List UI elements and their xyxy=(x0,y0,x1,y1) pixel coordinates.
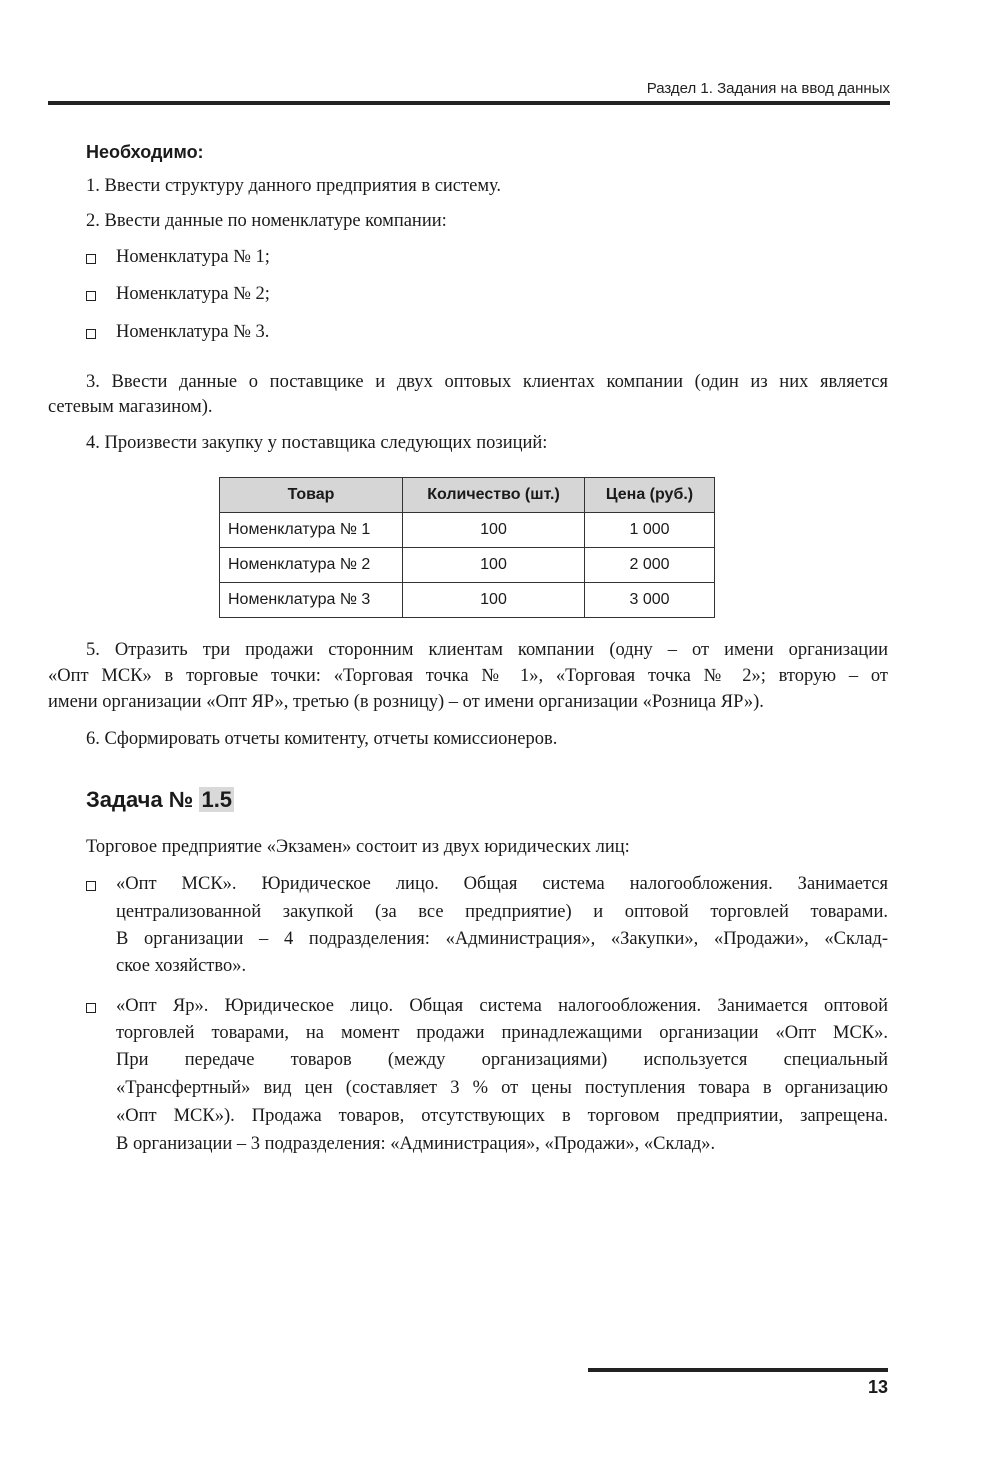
entity-opt-msk xyxy=(116,874,888,984)
checkbox-bullet-icon xyxy=(86,329,96,339)
step-5 xyxy=(48,640,888,720)
step-6: 6. Сформировать отчеты комитенту, отчеты комиссионеров. xyxy=(86,729,558,749)
nomenclature-item: Номенклатура № 1; xyxy=(116,247,270,267)
task-intro: Торговое предприятие «Экзамен» состоит из двух юридических лиц: xyxy=(86,837,630,857)
table-row xyxy=(220,583,715,618)
nomenclature-item: Номенклатура № 3. xyxy=(116,322,270,342)
step-2: 2. Ввести данные по номенклатуре компании: xyxy=(86,211,447,231)
step-1: 1. Ввести структуру данного предприятия в систему. xyxy=(86,176,502,196)
text-line: имени организации «Опт ЯР», третью (в розницу) – от имени организации «Розница ЯР»). xyxy=(48,692,764,712)
cell-quantity: 100 xyxy=(403,583,585,618)
checkbox-bullet-icon xyxy=(86,291,96,301)
entity-opt-yar xyxy=(116,996,888,1166)
checkbox-bullet-icon xyxy=(86,881,96,891)
text-line: торговлей товарами, на момент продажи принадлежащими организации «Опт МСК». xyxy=(116,1023,888,1043)
nomenclature-item: Номенклатура № 2; xyxy=(116,284,270,304)
text-line: «Трансфертный» вид цен (составляет 3 % от цены поступления товара в организацию xyxy=(116,1078,888,1098)
task-heading xyxy=(86,787,234,813)
purchase-table xyxy=(219,477,715,618)
text-line: «Опт МСК»). Продажа товаров, отсутствующих в торговом предприятии, запрещена. xyxy=(116,1106,888,1126)
text-line: При передаче товаров (между организациями) используется специальный xyxy=(116,1050,888,1070)
required-heading: Необходимо: xyxy=(86,142,204,162)
task-number: 1.5 xyxy=(201,787,233,812)
column-header: Товар xyxy=(220,478,403,513)
table-header-row xyxy=(220,478,715,513)
text-line: сетевым магазином). xyxy=(48,397,213,417)
checkbox-bullet-icon xyxy=(86,254,96,264)
footer-rule xyxy=(588,1368,888,1372)
page-number: 13 xyxy=(867,1377,888,1397)
table-row xyxy=(220,548,715,583)
cell-item: Номенклатура № 2 xyxy=(220,548,403,583)
task-heading-prefix: Задача № xyxy=(86,787,194,812)
cell-price: 3 000 xyxy=(585,583,715,618)
step-4: 4. Произвести закупку у поставщика следующих позиций: xyxy=(86,433,548,453)
column-header: Цена (руб.) xyxy=(585,478,715,513)
column-header: Количество (шт.) xyxy=(403,478,585,513)
cell-quantity: 100 xyxy=(403,548,585,583)
text-line: «Опт МСК». Юридическое лицо. Общая система налогообложения. Занимается xyxy=(116,874,888,894)
header-rule xyxy=(48,101,890,105)
text-line: 3. Ввести данные о поставщике и двух оптовых клиентах компании (один из них является xyxy=(86,372,888,392)
step-3 xyxy=(48,372,888,424)
running-header: Раздел 1. Задания на ввод данных xyxy=(646,80,890,97)
cell-quantity: 100 xyxy=(403,513,585,548)
table-row xyxy=(220,513,715,548)
checkbox-bullet-icon xyxy=(86,1003,96,1013)
text-line: В организации – 4 подразделения: «Администрация», «Закупки», «Продажи», «Склад- xyxy=(116,929,888,949)
cell-price: 2 000 xyxy=(585,548,715,583)
text-line: централизованной закупкой (за все предприятие) и оптовой торговлей товарами. xyxy=(116,902,888,922)
cell-item: Номенклатура № 3 xyxy=(220,583,403,618)
text-line: ское хозяйство». xyxy=(116,956,247,976)
text-line: 5. Отразить три продажи сторонним клиентам компании (одну – от имени организации xyxy=(86,640,888,660)
cell-item: Номенклатура № 1 xyxy=(220,513,403,548)
text-line: В организации – 3 подразделения: «Администрация», «Продажи», «Склад». xyxy=(116,1134,716,1154)
cell-price: 1 000 xyxy=(585,513,715,548)
text-line: «Опт Яр». Юридическое лицо. Общая система налогообложения. Занимается оптовой xyxy=(116,996,888,1016)
text-line: «Опт МСК» в торговые точки: «Торговая точка № 1», «Торговая точка № 2»; вторую – от xyxy=(48,666,888,686)
